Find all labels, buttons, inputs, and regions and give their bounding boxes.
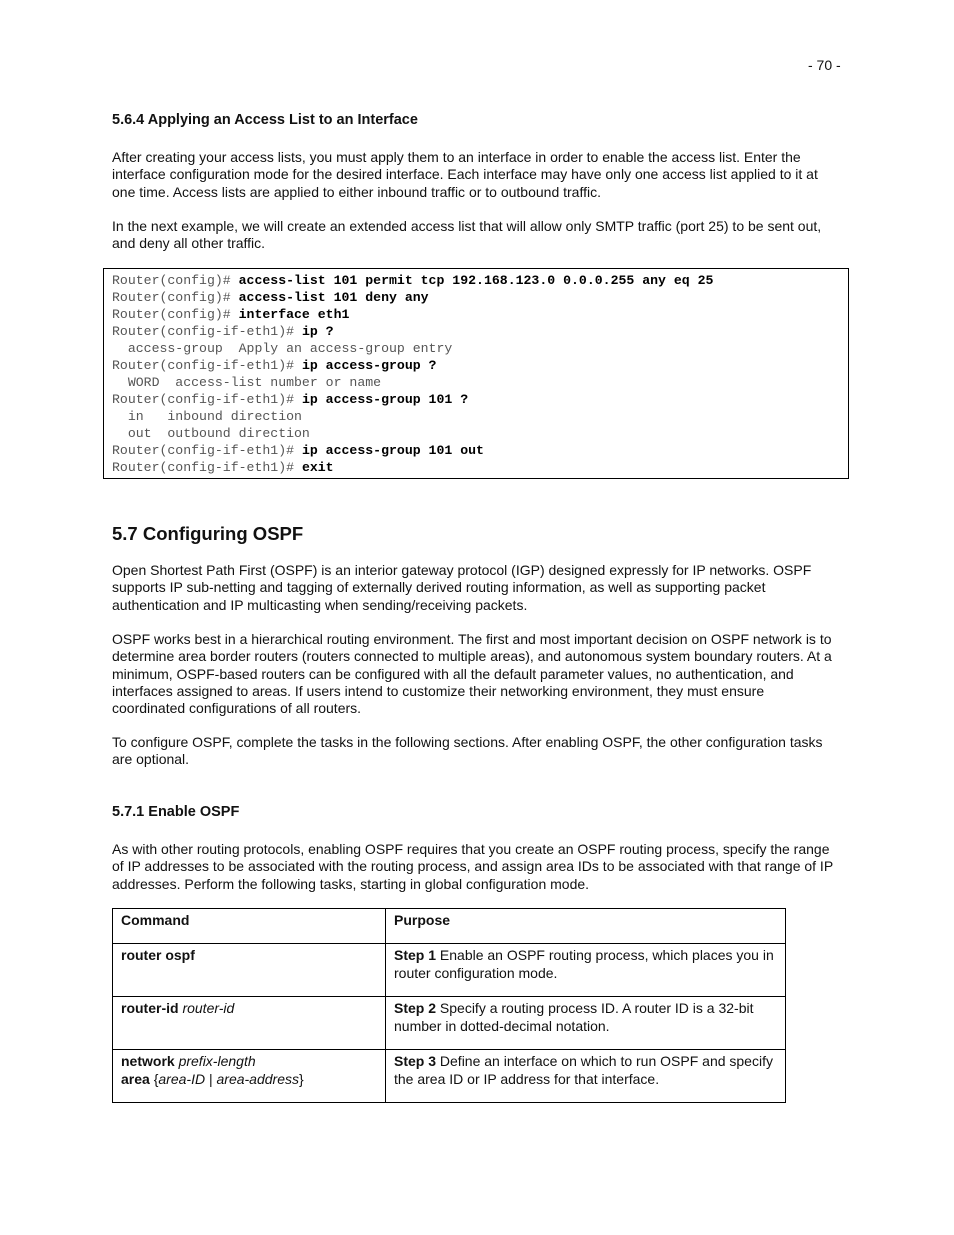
code-command: ip access-group 101 ? [301, 392, 469, 407]
code-prompt: Router(config)# [112, 273, 239, 288]
code-line [112, 425, 848, 442]
command-argument: area-address [216, 1071, 299, 1087]
header-command: Command [113, 909, 386, 944]
code-line [112, 289, 848, 306]
purpose-cell [386, 1050, 786, 1103]
command-argument: router-id [178, 1000, 235, 1016]
step-label: Step 2 [394, 1000, 437, 1016]
code-line [112, 272, 848, 289]
command-keyword: network [121, 1053, 175, 1069]
purpose-cell [386, 997, 786, 1050]
paragraph: As with other routing protocols, enabling OSPF requires that you create an OSPF routing process, specify the range of IP addresses to be associated with the routing process, and assign area IDs to be associated with that range of IP addresses. Perform the following tasks, starting in global configuration mode. [112, 841, 833, 892]
purpose-text: Specify a routing process ID. A router ID is a 32-bit number in dotted-decimal notation. [394, 1000, 754, 1034]
code-line [112, 357, 848, 374]
table-row [113, 944, 786, 997]
code-prompt: Router(config-if-eth1)# [112, 324, 302, 339]
code-line [112, 323, 848, 340]
section-heading-5-7-1: 5.7.1 Enable OSPF [112, 804, 240, 820]
step-label: Step 3 [394, 1053, 437, 1069]
code-command: access-list 101 permit tcp 192.168.123.0 0.0.0.255 any eq 25 [238, 273, 714, 288]
section-heading-5-6-4: 5.6.4 Applying an Access List to an Interface [112, 112, 418, 128]
code-prompt: Router(config)# [112, 290, 239, 305]
purpose-cell [386, 944, 786, 997]
code-line [112, 391, 848, 408]
code-prompt: Router(config-if-eth1)# [112, 392, 302, 407]
code-command: ip access-group 101 out [301, 443, 484, 458]
code-prompt: Router(config-if-eth1)# [112, 358, 302, 373]
code-line [112, 459, 848, 476]
code-line [112, 306, 848, 323]
purpose-text: Enable an OSPF routing process, which places you in router configuration mode. [394, 947, 774, 981]
paragraph: Open Shortest Path First (OSPF) is an interior gateway protocol (IGP) designed expressly for IP networks. OSPF supports IP sub-netting and tagging of externally derived routing information, as well as supporting packet authentication and IP multicasting when sending/receiving packets. [112, 562, 812, 613]
code-command: ip ? [301, 324, 334, 339]
brace-open: { [149, 1071, 159, 1087]
paragraph: In the next example, we will create an extended access list that will allow only SMTP traffic (port 25) to be sent out, and deny all other traffic. [112, 218, 822, 252]
paragraph: After creating your access lists, you must apply them to an interface in order to enable the access list. Enter the interface configuration mode for the desired interface. Each interface may have only one access list applied to it at one time. Access lists are applied to either inbound traffic or to outbound traffic. [112, 149, 818, 200]
code-command: exit [301, 460, 334, 475]
command-keyword: router-id [121, 1000, 179, 1016]
table-row [113, 997, 786, 1050]
page-number: - 70 - [808, 57, 841, 73]
code-output: access-group Apply an access-group entry [112, 341, 453, 356]
table-row [113, 1050, 786, 1103]
separator: | [205, 1071, 217, 1087]
code-output: in inbound direction [112, 409, 302, 424]
code-output: WORD access-list number or name [112, 375, 382, 390]
code-line [112, 408, 848, 425]
command-keyword: router ospf [121, 947, 195, 963]
code-prompt: Router(config-if-eth1)# [112, 443, 302, 458]
paragraph: OSPF works best in a hierarchical routing environment. The first and most important decision on OSPF network is to determine area border routers (routers connected to multiple areas), and autonomous system boundary routers. At a minimum, OSPF-based routers can be configured with all the default parameter values, no authentication, and interfaces assigned to areas. If users intend to customize their networking environment, they must ensure coordinated configurations of all routers. [112, 631, 832, 717]
code-prompt: Router(config-if-eth1)# [112, 460, 302, 475]
table-header-row [113, 909, 786, 944]
command-argument: prefix-length [174, 1053, 256, 1069]
command-keyword: area [121, 1071, 150, 1087]
code-command: interface eth1 [238, 307, 350, 322]
command-cell [113, 1050, 386, 1103]
section-heading-5-7: 5.7 Configuring OSPF [112, 523, 304, 544]
code-line [112, 340, 848, 357]
paragraph: To configure OSPF, complete the tasks in the following sections. After enabling OSPF, the other configuration tasks are optional. [112, 734, 823, 768]
command-cell [113, 944, 386, 997]
code-output: out outbound direction [112, 426, 310, 441]
command-cell [113, 997, 386, 1050]
code-line [112, 374, 848, 391]
brace-close: } [299, 1071, 304, 1087]
step-label: Step 1 [394, 947, 437, 963]
command-argument: area-ID [158, 1071, 206, 1087]
code-block [103, 268, 849, 479]
purpose-text: Define an interface on which to run OSPF and specify the area ID or IP address for that interface. [394, 1053, 773, 1087]
command-table [112, 908, 786, 1103]
code-line [112, 442, 848, 459]
code-prompt: Router(config)# [112, 307, 239, 322]
header-purpose: Purpose [386, 909, 786, 944]
code-command: access-list 101 deny any [238, 290, 429, 305]
code-command: ip access-group ? [301, 358, 437, 373]
